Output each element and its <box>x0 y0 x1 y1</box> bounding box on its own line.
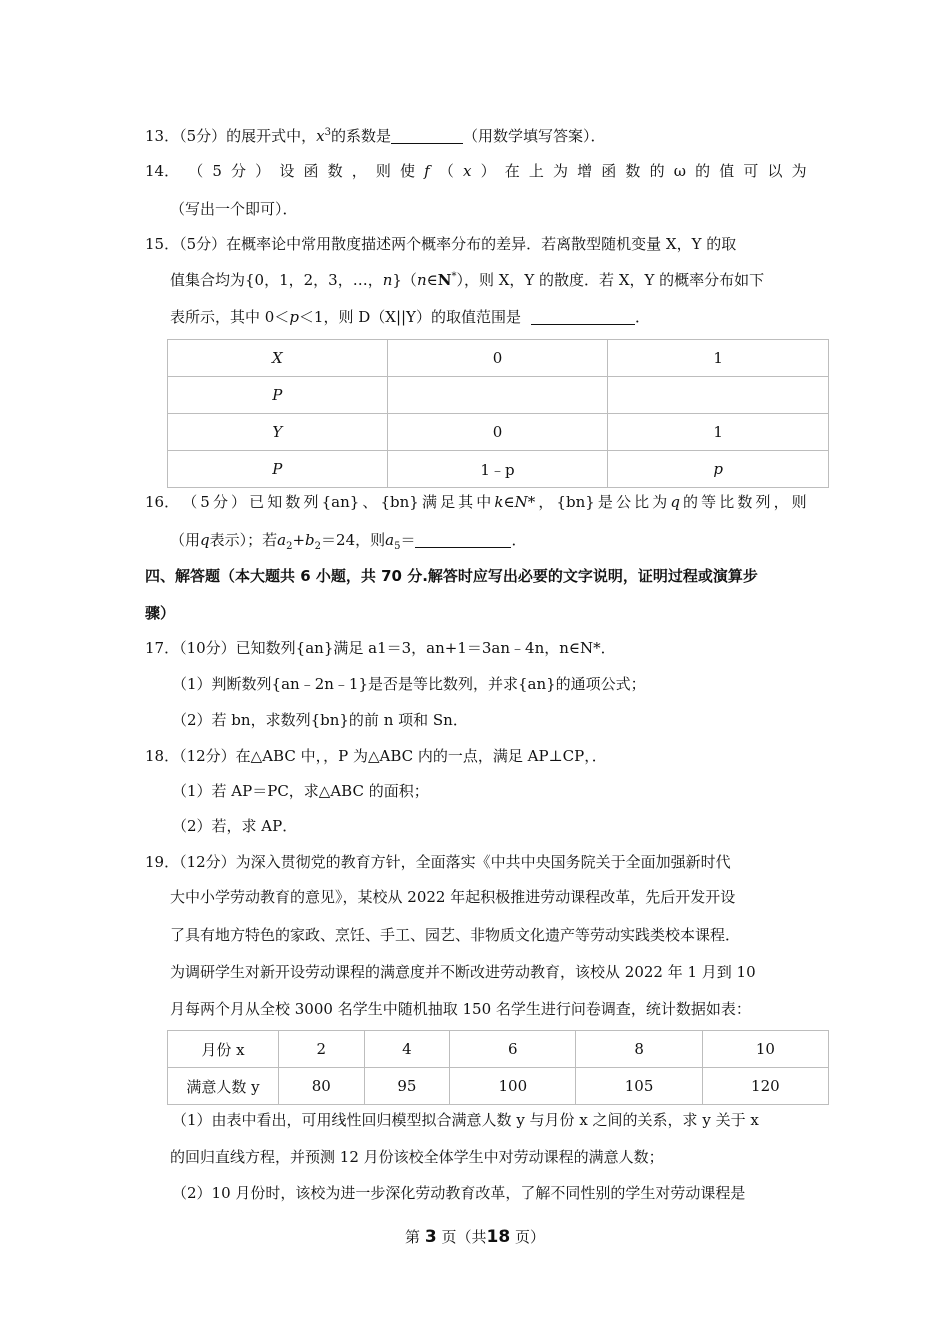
total-page-number: 18 <box>486 1227 511 1247</box>
question-17 <box>145 638 616 658</box>
q14-line-2: （写出一个即可）． <box>170 200 298 218</box>
text-token: ） <box>231 493 247 511</box>
table-cell <box>608 377 829 414</box>
text-token: 在 <box>504 162 520 180</box>
q16-text: 表示）；若 <box>209 531 278 549</box>
q19-text: （12分）为深入贯彻党的教育方针，全面落实《中共中央国务院关于全面加强新时代 <box>179 853 731 871</box>
table-cell: 4 <box>364 1031 450 1068</box>
q16-var-q: q <box>200 531 210 549</box>
table-cell: X <box>168 340 388 377</box>
table-cell: 1 <box>608 340 829 377</box>
q15-distribution-table <box>167 339 829 488</box>
text-token: ） <box>480 162 496 180</box>
table-row <box>168 414 829 451</box>
text-token: ， <box>538 493 554 511</box>
q18-text: （12分）在△ABC 中，，P 为△ABC 内的一点，满足 AP⊥CP，． <box>179 747 607 765</box>
text-token: 数 <box>737 493 753 511</box>
question-16 <box>145 492 807 512</box>
q15-star: * <box>451 271 457 282</box>
q14-line <box>145 161 807 181</box>
question-15 <box>145 234 736 254</box>
text-token: 为 <box>652 493 668 511</box>
table-cell: 120 <box>702 1068 828 1105</box>
table-cell: P <box>168 451 388 488</box>
text-token: 上 <box>528 162 544 180</box>
text-token: ω <box>673 162 686 180</box>
q16-text: ＝24，则 <box>321 531 386 549</box>
page-footer <box>0 1226 950 1247</box>
text-token: 、 <box>362 493 378 511</box>
q16-text: （用 <box>170 531 201 549</box>
table-header-cell: 满意人数 y <box>168 1068 279 1105</box>
table-row <box>168 1031 829 1068</box>
text-token: 的 <box>695 162 711 180</box>
text-token: f <box>424 162 430 180</box>
table-cell: 1 <box>608 414 829 451</box>
table-row <box>168 451 829 488</box>
text-token: 比 <box>634 493 650 511</box>
text-token: 满 <box>421 493 437 511</box>
table-cell: 100 <box>450 1068 576 1105</box>
q18-part-1: （1）若 AP＝PC，求△ABC 的面积； <box>172 782 429 800</box>
text-token: 为 <box>791 162 807 180</box>
text-token: 则 <box>791 493 807 511</box>
question-14 <box>145 161 807 181</box>
text-token: 值 <box>719 162 735 180</box>
text-token: 增 <box>577 162 593 180</box>
text-token: 为 <box>553 162 569 180</box>
q15-var-n: n <box>382 271 393 289</box>
q17-part-1: （1）判断数列{an﹣2n﹣1}是否是等比数列，并求{an}的通项公式； <box>172 675 646 693</box>
text-token: {an} <box>321 493 360 511</box>
table-cell: 0 <box>387 340 608 377</box>
text-token: （ <box>182 493 198 511</box>
text-token: x <box>462 162 472 180</box>
q16-line-2: （用q表示）；若$a_2+b_2=24$，则$a_5=$ ． <box>170 531 527 552</box>
table-cell: 0 <box>387 414 608 451</box>
q15-text: ． <box>634 308 650 326</box>
q19-line: 月每两个月从全校 3000 名学生中随机抽取 150 名学生进行问卷调查，统计数据如表： <box>170 1000 751 1018</box>
table-row <box>168 1068 829 1105</box>
section-heading: 四、解答题（本大题共 6 小题，共 70 分.解答时应写出必要的文字说明，证明过程或演算步 <box>145 567 758 585</box>
q13-text-c: （用数学填写答案）． <box>463 127 606 145</box>
table-row <box>168 340 829 377</box>
q13-number: 13． <box>145 127 180 145</box>
answer-blank <box>531 308 635 325</box>
footer-text: 页（共 <box>441 1228 487 1246</box>
text-token: 列 <box>755 493 771 511</box>
q19-number: 19． <box>145 853 180 871</box>
text-token: 以 <box>767 162 783 180</box>
q15-number: 15． <box>145 235 180 253</box>
q13-var: x <box>316 127 325 145</box>
text-token: 中 <box>476 493 492 511</box>
text-token: q <box>670 493 680 511</box>
q15-line-3 <box>170 307 650 327</box>
table-cell: Y <box>168 414 388 451</box>
q17-part-2: （2）若 bn，求数列{bn}的前 n 项和 Sn． <box>172 711 468 729</box>
footer-text: 第 <box>405 1228 421 1246</box>
text-token: 可 <box>743 162 759 180</box>
table-cell: 95 <box>364 1068 450 1105</box>
q18-number: 18． <box>145 747 180 765</box>
table-cell: P <box>168 377 388 414</box>
q17-text: （10分）已知数列{an}满足 a1＝3，an+1＝3an﹣4n，n∈N*． <box>179 639 616 657</box>
q15-text: ∈ <box>426 271 438 289</box>
q18-part-2: （2）若，求 AP． <box>172 817 298 835</box>
q15-text: ），则 X，Y 的散度．若 X，Y 的概率分布如下 <box>456 271 765 289</box>
q15-line-1: （5分）在概率论中常用散度描述两个概率分布的差异．若离散型随机变量 X，Y 的取 <box>179 235 737 253</box>
table-cell: 10 <box>702 1031 828 1068</box>
q19-part-1-cont: 的回归直线方程，并预测 12 月份该校全体学生中对劳动课程的满意人数； <box>170 1148 664 1166</box>
q19-satisfaction-table <box>167 1030 829 1105</box>
table-cell: 8 <box>576 1031 702 1068</box>
text-token: 14． <box>145 162 180 180</box>
text-token: 数 <box>327 162 343 180</box>
q17-number: 17． <box>145 639 180 657</box>
text-token: 等 <box>701 493 717 511</box>
text-token: 函 <box>601 162 617 180</box>
text-token: ） <box>255 162 271 180</box>
q13-text: 的展开式中， <box>226 127 317 145</box>
answer-blank <box>391 127 463 144</box>
text-token: 函 <box>303 162 319 180</box>
table-header-cell: 月份 x <box>168 1031 279 1068</box>
table-cell: 80 <box>279 1068 365 1105</box>
q15-text: }（ <box>392 271 417 289</box>
table-row <box>168 377 829 414</box>
text-token: （ <box>438 162 454 180</box>
text-token: 使 <box>400 162 416 180</box>
text-token: k∈N* <box>494 493 536 511</box>
text-token: {bn} <box>380 493 419 511</box>
text-token: 则 <box>375 162 391 180</box>
q13-exp: 3 <box>324 127 331 138</box>
text-token: 5 <box>200 493 210 511</box>
text-token: 比 <box>719 493 735 511</box>
text-token: 的 <box>649 162 665 180</box>
q19-line: 大中小学劳动教育的意见》，某校从 2022 年起积极推进劳动课程改革，先后开发开设 <box>170 888 736 906</box>
text-token: 5 <box>212 162 222 180</box>
text-token: ， <box>773 493 789 511</box>
q15-var-n: n <box>416 271 427 289</box>
q13-text-b: 的系数是 <box>331 127 392 145</box>
q15-text: ＜1，则 D（X||Y）的取值范围是 <box>298 308 521 326</box>
table-cell <box>387 377 608 414</box>
q19-part-1: （1）由表中看出，可用线性回归模型拟合满意人数 y 与月份 x 之间的关系，求 y 关于 x <box>172 1111 759 1129</box>
q19-line: 了具有地方特色的家政、烹饪、手工、园艺、非物质文化遗产等劳动实践类校本课程． <box>170 926 741 944</box>
table-cell: 2 <box>279 1031 365 1068</box>
question-18 <box>145 746 607 766</box>
text-token: 16． <box>145 493 180 511</box>
q15-text: 表所示，其中 0＜ <box>170 308 290 326</box>
section-heading-cont: 骤） <box>145 604 176 622</box>
text-token: （ <box>188 162 204 180</box>
table-cell: 1﹣p <box>387 451 608 488</box>
text-token: 足 <box>440 493 456 511</box>
footer-text: 页） <box>514 1228 545 1246</box>
text-token: {bn} <box>556 493 595 511</box>
text-token: 的 <box>683 493 699 511</box>
current-page-number: 3 <box>424 1227 437 1247</box>
text-token: 分 <box>231 162 247 180</box>
table-cell: p <box>608 451 829 488</box>
answer-blank <box>415 531 511 548</box>
text-token: 已 <box>249 493 265 511</box>
table-cell: 105 <box>576 1068 702 1105</box>
q16-text: ＝ <box>400 531 416 549</box>
q16-line <box>145 492 807 512</box>
question-19 <box>145 852 731 872</box>
q15-line-2 <box>170 270 764 290</box>
q16-text: ． <box>511 531 527 549</box>
question-13 <box>145 126 606 146</box>
text-token: 数 <box>285 493 301 511</box>
text-token: 分 <box>212 493 228 511</box>
text-token: 其 <box>458 493 474 511</box>
q19-line: 为调研学生对新开设劳动课程的满意度并不断改进劳动教育，该校从 2022 年 1 月到 10 <box>170 963 756 981</box>
text-token: 公 <box>615 493 631 511</box>
q15-set-N: N <box>437 271 452 289</box>
text-token: 知 <box>267 493 283 511</box>
q15-var-p: p <box>289 308 299 326</box>
text-token: 设 <box>279 162 295 180</box>
q15-text: 值集合均为{0，1，2，3，…， <box>170 271 383 289</box>
text-token: 是 <box>597 493 613 511</box>
text-token: 数 <box>625 162 641 180</box>
q13-score: （5分） <box>179 127 227 145</box>
q19-part-2: （2）10 月份时，该校为进一步深化劳动教育改革，了解不同性别的学生对劳动课程是 <box>172 1184 746 1202</box>
text-token: 列 <box>303 493 319 511</box>
table-cell: 6 <box>450 1031 576 1068</box>
text-token: ， <box>351 162 367 180</box>
